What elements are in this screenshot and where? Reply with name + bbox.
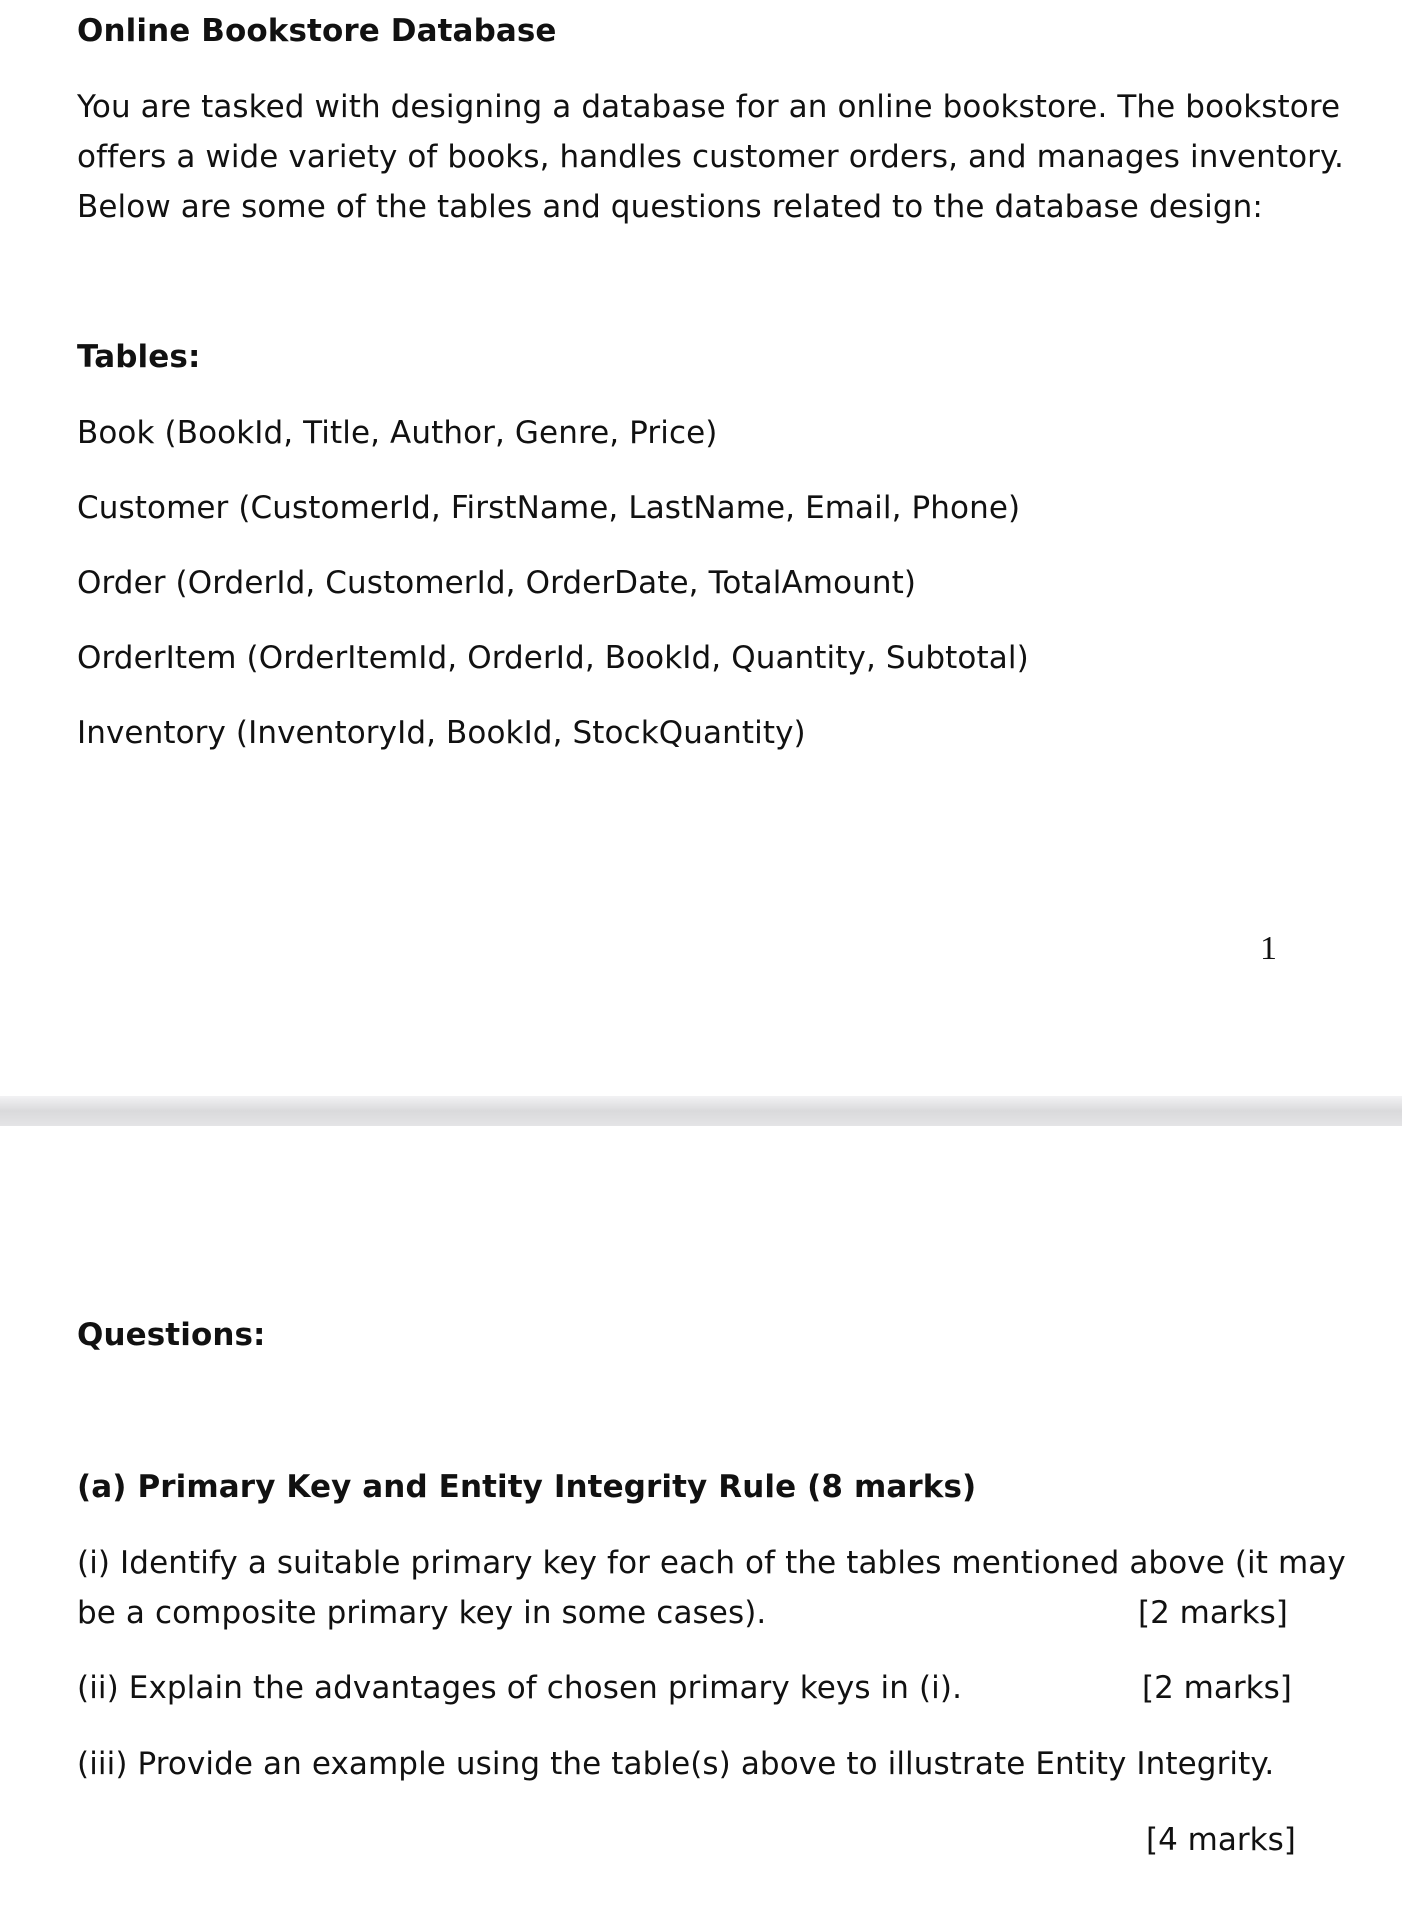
- questions-heading: Questions:: [77, 1317, 266, 1353]
- intro-line-1: You are tasked with designing a database for an online bookstore. The bookstore: [77, 89, 1341, 125]
- table-definition-book: Book (BookId, Title, Author, Genre, Price): [77, 415, 718, 451]
- document-title: Online Bookstore Database: [77, 13, 557, 49]
- table-definition-orderitem: OrderItem (OrderItemId, OrderId, BookId, Quantity, Subtotal): [77, 640, 1029, 676]
- question-ii-marks: [2 marks]: [1142, 1670, 1292, 1706]
- question-iii-marks: [4 marks]: [1146, 1822, 1296, 1858]
- question-ii: (ii) Explain the advantages of chosen primary keys in (i).: [77, 1670, 963, 1706]
- question-i-marks: [2 marks]: [1138, 1595, 1288, 1631]
- page-separator: [0, 1096, 1402, 1126]
- section-a-title: (a) Primary Key and Entity Integrity Rule (8 marks): [77, 1469, 977, 1505]
- table-definition-customer: Customer (CustomerId, FirstName, LastName, Email, Phone): [77, 490, 1021, 526]
- question-iii: (iii) Provide an example using the table(s) above to illustrate Entity Integrity.: [77, 1746, 1275, 1782]
- intro-line-2: offers a wide variety of books, handles customer orders, and manages inventory.: [77, 139, 1344, 175]
- table-definition-order: Order (OrderId, CustomerId, OrderDate, TotalAmount): [77, 565, 917, 601]
- intro-line-3: Below are some of the tables and questions related to the database design:: [77, 189, 1263, 225]
- question-i-line-2: be a composite primary key in some cases).: [77, 1595, 767, 1631]
- tables-heading: Tables:: [77, 339, 201, 375]
- document-page-2: [0, 1126, 1402, 1928]
- table-definition-inventory: Inventory (InventoryId, BookId, StockQuantity): [77, 715, 806, 751]
- question-i-line-1: (i) Identify a suitable primary key for each of the tables mentioned above (it may: [77, 1545, 1346, 1581]
- page-number: 1: [1260, 930, 1277, 967]
